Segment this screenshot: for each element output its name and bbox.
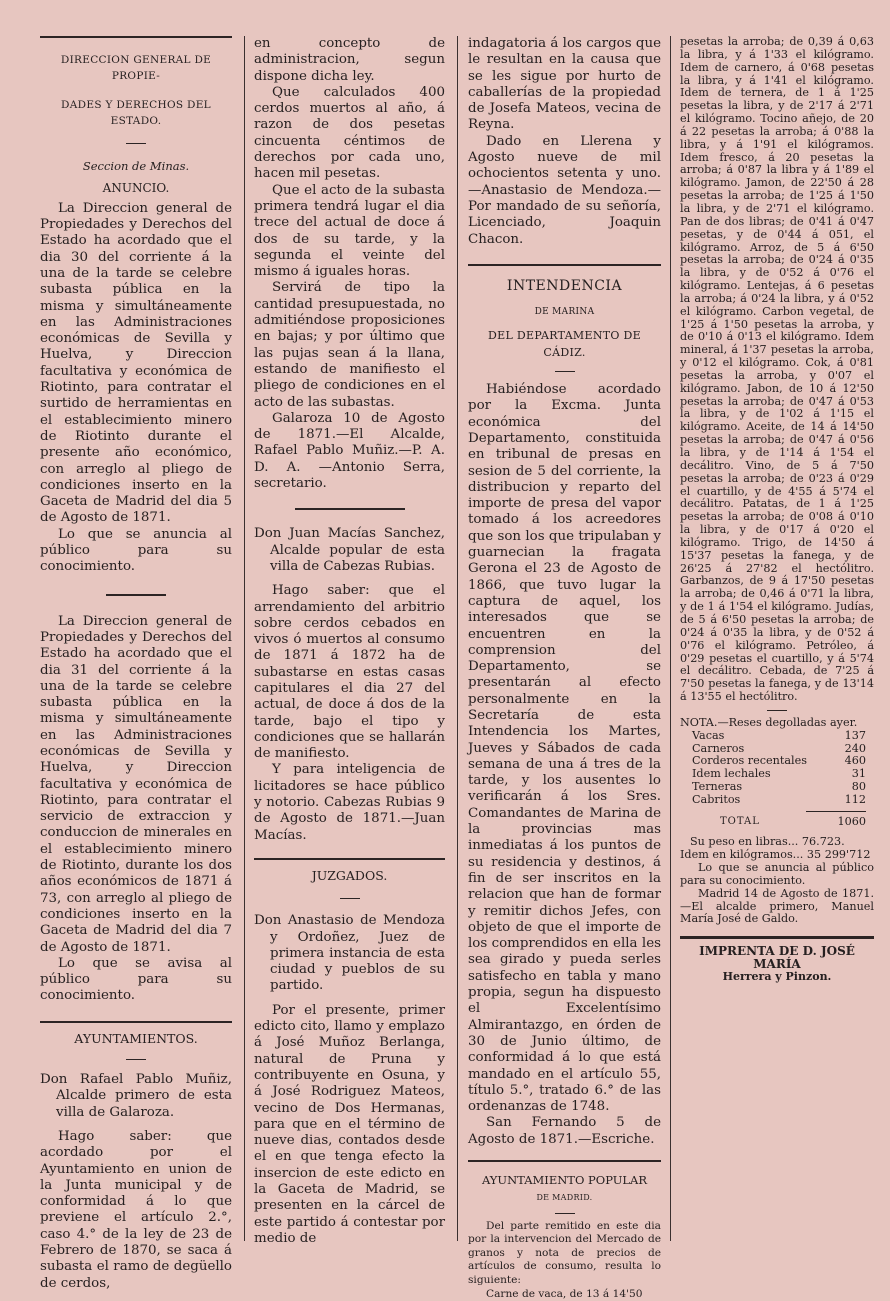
paragraph: Lo que se anuncia al público para su conocimiento. xyxy=(680,860,874,887)
notice-heading: ANUNCIO. xyxy=(102,181,170,196)
section-title-cont: DADES Y DERECHOS DEL ESTADO. xyxy=(61,98,211,127)
total-row xyxy=(680,816,874,829)
paragraph: Servirá de tipo la cantidad presupuestada, no admitiéndose proposiciones en bajas; y por último que las pujas sean á la llana, estando de manifiesto el pliego de condiciones en el acto de las subastas. xyxy=(254,280,445,410)
row-value: 137 xyxy=(844,728,866,742)
column-2 xyxy=(254,36,445,1247)
paragraph: Lo que se avisa al público para su conocimiento. xyxy=(40,955,232,1004)
paragraph: Que calculados 400 cerdos muertos al año, á razon de dos pesetas cincuenta céntimos de derechos por cada uno, hacen mil pesetas. xyxy=(254,84,445,182)
subheading: DE MADRID. xyxy=(536,1193,593,1203)
section-heading: JUZGADOS. xyxy=(311,867,388,883)
section-title: DIRECCION GENERAL DE PROPIE- xyxy=(60,54,212,83)
divider xyxy=(340,898,360,899)
sum-rule xyxy=(806,811,866,812)
row-label: Terneras xyxy=(692,779,743,793)
paragraph: Del parte remitido en este dia por la intervencion del Mercado de granos y nota de precios de artículos de consumo, resulta lo siguiente: xyxy=(468,1219,661,1286)
total-label: TOTAL xyxy=(720,815,760,827)
top-rule xyxy=(40,36,232,38)
divider xyxy=(126,1059,146,1060)
column-rule-1 xyxy=(244,36,245,1241)
table-row xyxy=(680,794,874,807)
row-label: Cabritos xyxy=(692,792,741,806)
row-label: Idem lechales xyxy=(692,767,771,781)
section-heading: AYUNTAMIENTO POPULAR xyxy=(481,1173,648,1187)
paragraph: Don Rafael Pablo Muñiz, Alcalde primero de esta villa de Galaroza. xyxy=(40,1072,232,1120)
paragraph: La Direccion general de Propiedades y Derechos del Estado ha acordado que el dia 31 del corriente á la una de la tarde se celebre subasta pública en la misma y simultáneamente en las Administraciones económicas de Sevilla y Huelva, y Direccion facultativa y económica de Riotinto, para contratar el servicio de extraccion y conduccion de minerales en el establecimiento minero de Riotinto, durante los dos años económicos de 1871 á 73, con arreglo al pliego de condiciones inserto en la Gaceta de Madrid del dia 7 de Agosto de 1871. xyxy=(40,613,232,955)
section-rule xyxy=(40,1021,232,1023)
column-3 xyxy=(468,36,661,1301)
paragraph: Por el presente, primer edicto cito, llamo y emplazo á José Muñoz Berlanga, natural de Pruna y contribuyente en Osuna, y á José Rodriguez Mateos, vecino de Dos Hermanas, para que en el término de nueve dias, contados desde el en que tenga efecto la insercion de este edicto en la Gaceta de Madrid, se presenten en la cárcel de este partido á contestar por medio de xyxy=(254,1002,445,1246)
paragraph: Lo que se anuncia al público para su conocimiento. xyxy=(40,526,232,575)
divider xyxy=(767,710,787,711)
section-rule xyxy=(254,858,445,860)
row-label: Corderos recentales xyxy=(692,754,807,768)
paragraph: Carne de vaca, de 13 á 14'50 xyxy=(486,1287,643,1300)
column-rule-3 xyxy=(670,36,671,1241)
price-list: pesetas la arroba; de 0,39 á 0,63 la libra, y á 1'33 el kilógramo. Idem de carnero, á 0'68 pesetas la libra, y á 1'41 el kilógramo. Idem de ternera, de 1 á 1'25 pesetas la libra, y de 2'17 á 2'71 el kilógramo. Tocino añejo, de 20 á 22 pesetas la arroba; á 0'88 la libra, y á 1'91 el kilógramos. Idem fresco, á 20 pesetas la arroba; á 0'87 la libra y á 1'89 el kilógramo. Jamon, de 22'50 á 28 pesetas la arroba; de 1'25 á 1'50 la libra, y de 2'71 el kilógramo. Pan de dos libras; de 0'41 á 0'47 pesetas, y de 0'44 á 051, el kilógramo. Arroz, de 5 á 6'50 pesetas la arroba; de 0'24 á 0'35 la libra, y de 0'52 á 0'76 el kilógramo. Lentejas, á 6 pesetas la arroba; á 0'24 la libra, y á 0'52 el kilógramo. Carbon vegetal, de 1'25 á 1'50 pesetas la arroba, y de 0'10 á 0'13 el kilógramo. Idem mineral, á 1'37 pesetas la arroba, y 0'12 el kilógramo. Cok, á 0'81 pesetas la arroba, y 0'07 el kilógramo. Jabon, de 10 á 12'50 pesetas la arroba; de 0'47 á 0'53 la libra, y de 1'02 á 1'15 el kilógramo. Aceite, de 14 á 14'50 pesetas la arroba; de 0'47 á 0'56 la libra, y de 1'14 á 1'54 el decálitro. Vino, de 5 á 7'50 pesetas la arroba; de 0'23 á 0'29 el cuartillo, y de 4'55 á 5'74 el decálitro. Patatas, de 1 á 1'25 pesetas la arroba; de 0'08 á 0'10 la libra, y de 0'17 á 0'20 el kilógramo. Trigo, de 14'50 á 15'37 pesetas la fanega, y de 26'25 á 27'82 el hectólitro. Garbanzos, de 9 á 17'50 pesetas la arroba; de 0,46 á 0'71 la libra, y de 1 á 1'54 el kilógramo. Judías, de 5 á 6'50 pesetas la arroba; de 0'24 á 0'35 la libra, y de 0'52 á 0'76 el kilógramo. Petróleo, á 0'29 pesetas el cuartillo, y á 5'74 el decálitro. Cebada, de 7'25 á 7'50 pesetas la fanega, y de 13'14 á 13'55 el hectólitro. xyxy=(680,35,874,704)
row-value: 112 xyxy=(844,792,866,806)
weight-line: Su peso en libras... 76.723. xyxy=(690,835,845,849)
divider xyxy=(126,143,146,144)
row-label: Carneros xyxy=(692,741,745,755)
paragraph: Hago saber: que acordado por el Ayuntamiento en union de la Junta municipal y de conformidad á lo que previene el artículo 2.°, caso 4.° de la ley de 23 de Febrero de 1870, se saca á subasta el ramo de degüello de cerdos, xyxy=(40,1128,232,1291)
paragraph: Hago saber: que el arrendamiento del arbitrio sobre cerdos cebados en vivos ó muertos al consumo de 1871 á 1872 ha de subastarse en estas casas capitulares el dia 27 del actual, de doce á dos de la tarde, bajo el tipo y condiciones que se hallarán de manifiesto. xyxy=(254,583,445,762)
printer-imprint-cont: Herrera y Pinzon. xyxy=(722,969,832,983)
paragraph: indagatoria á los cargos que le resultan en la causa que se les sigue por hurto de caballerías de la propiedad de Josefa Mateos, vecina de Reyna. xyxy=(468,36,661,133)
printer-imprint: IMPRENTA DE D. JOSÉ MARÍA xyxy=(699,944,855,972)
table-row xyxy=(680,768,874,781)
table-row xyxy=(680,730,874,743)
paragraph: en concepto de administracion, segun dispone dicha ley. xyxy=(254,36,445,84)
spacer xyxy=(254,995,445,1003)
signature-line: Madrid 14 de Agosto de 1871. —El alcalde primero, Manuel María José de Galdo. xyxy=(680,886,874,926)
ornament xyxy=(106,594,166,596)
total-value: 1060 xyxy=(837,814,866,828)
column-4 xyxy=(680,36,874,984)
row-value: 31 xyxy=(851,767,866,781)
paragraph: Don Juan Macías Sanchez, Alcalde popular de esta villa de Cabezas Rubias. xyxy=(254,526,445,574)
note-heading: NOTA.—Reses degolladas ayer. xyxy=(680,715,858,729)
row-value: 80 xyxy=(851,779,866,793)
subsection: Seccion de Minas. xyxy=(82,159,190,174)
paragraph: San Fernando 5 de Agosto de 1871.—Escriche. xyxy=(468,1115,661,1147)
divider xyxy=(555,371,575,372)
section-heading: INTENDENCIA xyxy=(506,277,623,294)
column-rule-2 xyxy=(457,36,458,1241)
paragraph: Y para inteligencia de licitadores se hace público y notorio. Cabezas Rubias 9 de Agosto de 1871.—Juan Macías. xyxy=(254,762,445,843)
row-value: 460 xyxy=(844,754,866,768)
spacer xyxy=(40,1121,232,1129)
paragraph: Dado en Llerena y Agosto nueve de mil ochocientos setenta y uno.—Anastasio de Mendoza.—Por mandado de su señoría, Licenciado, Joaquin Chacon. xyxy=(468,133,661,247)
paragraph: Que el acto de la subasta primera tendrá lugar el dia trece del actual de doce á dos de su tarde, y la segunda el veinte del mismo á iguales horas. xyxy=(254,182,445,280)
weight-line: Idem en kilógramos... 35 299'712 xyxy=(680,848,871,862)
section-rule xyxy=(680,936,874,939)
divider xyxy=(555,1213,575,1214)
paragraph: Galaroza 10 de Agosto de 1871.—El Alcalde, Rafael Pablo Muñiz.—P. A. D. A. —Antonio Serra, secretario. xyxy=(254,410,445,492)
paragraph: La Direccion general de Propiedades y Derechos del Estado ha acordado que el dia 30 del corriente á la una de la tarde se celebre subasta pública en la misma y simultáneamente en las Administraciones económicas de Sevilla y Huelva, y Direccion facultativa y económica de Riotinto, para contratar el surtido de herramientas en el establecimiento minero de Riotinto durante el presente año económico, con arreglo al pliego de condiciones inserto en la Gaceta de Madrid del dia 5 de Agosto de 1871. xyxy=(40,200,232,526)
subheading: DE MARINA xyxy=(534,307,595,318)
row-label: Vacas xyxy=(692,728,725,742)
table-row xyxy=(680,781,874,794)
slaughter-table xyxy=(680,730,874,807)
section-rule xyxy=(468,264,661,266)
total-table xyxy=(680,816,874,829)
section-heading: AYUNTAMIENTOS. xyxy=(74,1030,198,1046)
column-1 xyxy=(40,36,232,1292)
spacer xyxy=(254,575,445,583)
section-rule xyxy=(468,1160,661,1162)
subheading: DEL DEPARTAMENTO DE CÁDIZ. xyxy=(488,329,641,359)
paragraph: Don Anastasio de Mendoza y Ordoñez, Juez de primera instancia de esta ciudad y pueblos de su partido. xyxy=(254,913,445,994)
paragraph: Habiéndose acordado por la Excma. Junta económica del Departamento, constituida en tribunal de presas en sesion de 5 del corriente, la distribucion y reparto del importe de presa del vapor tomado á los acreedores que son los que tripulaban y guarnecian la fragata Gerona el 23 de Agosto de 1866, que tuvo lugar la captura de aquel, los interesados que se encuentren en la comprension del Departamento, se presentarán al efecto personalmente en la Secretaría de esta Intendencia los Martes, Jueves y Sábados de cada semana de una á tres de la tarde, y los ausentes lo verificarán á los Sres. Comandantes de Marina de la provincias mas inmediatas á los puntos de su residencia y destinos, á fin de ser inscritos en la relacion que han de formar y remitir dichos Jefes, con objeto de que el importe de los comprendidos en ella les sea girado y pueda serles satisfecho en tabla y mano propia, segun ha dispuesto el Excelentísimo Almirantazgo, en órden de 30 de Junio último, de conformidad á lo que está mandado en el artículo 55, título 5.°, tratado 6.° de las ordenanzas de 1748. xyxy=(468,382,661,1115)
row-value: 240 xyxy=(844,741,866,755)
ornament xyxy=(295,508,405,510)
